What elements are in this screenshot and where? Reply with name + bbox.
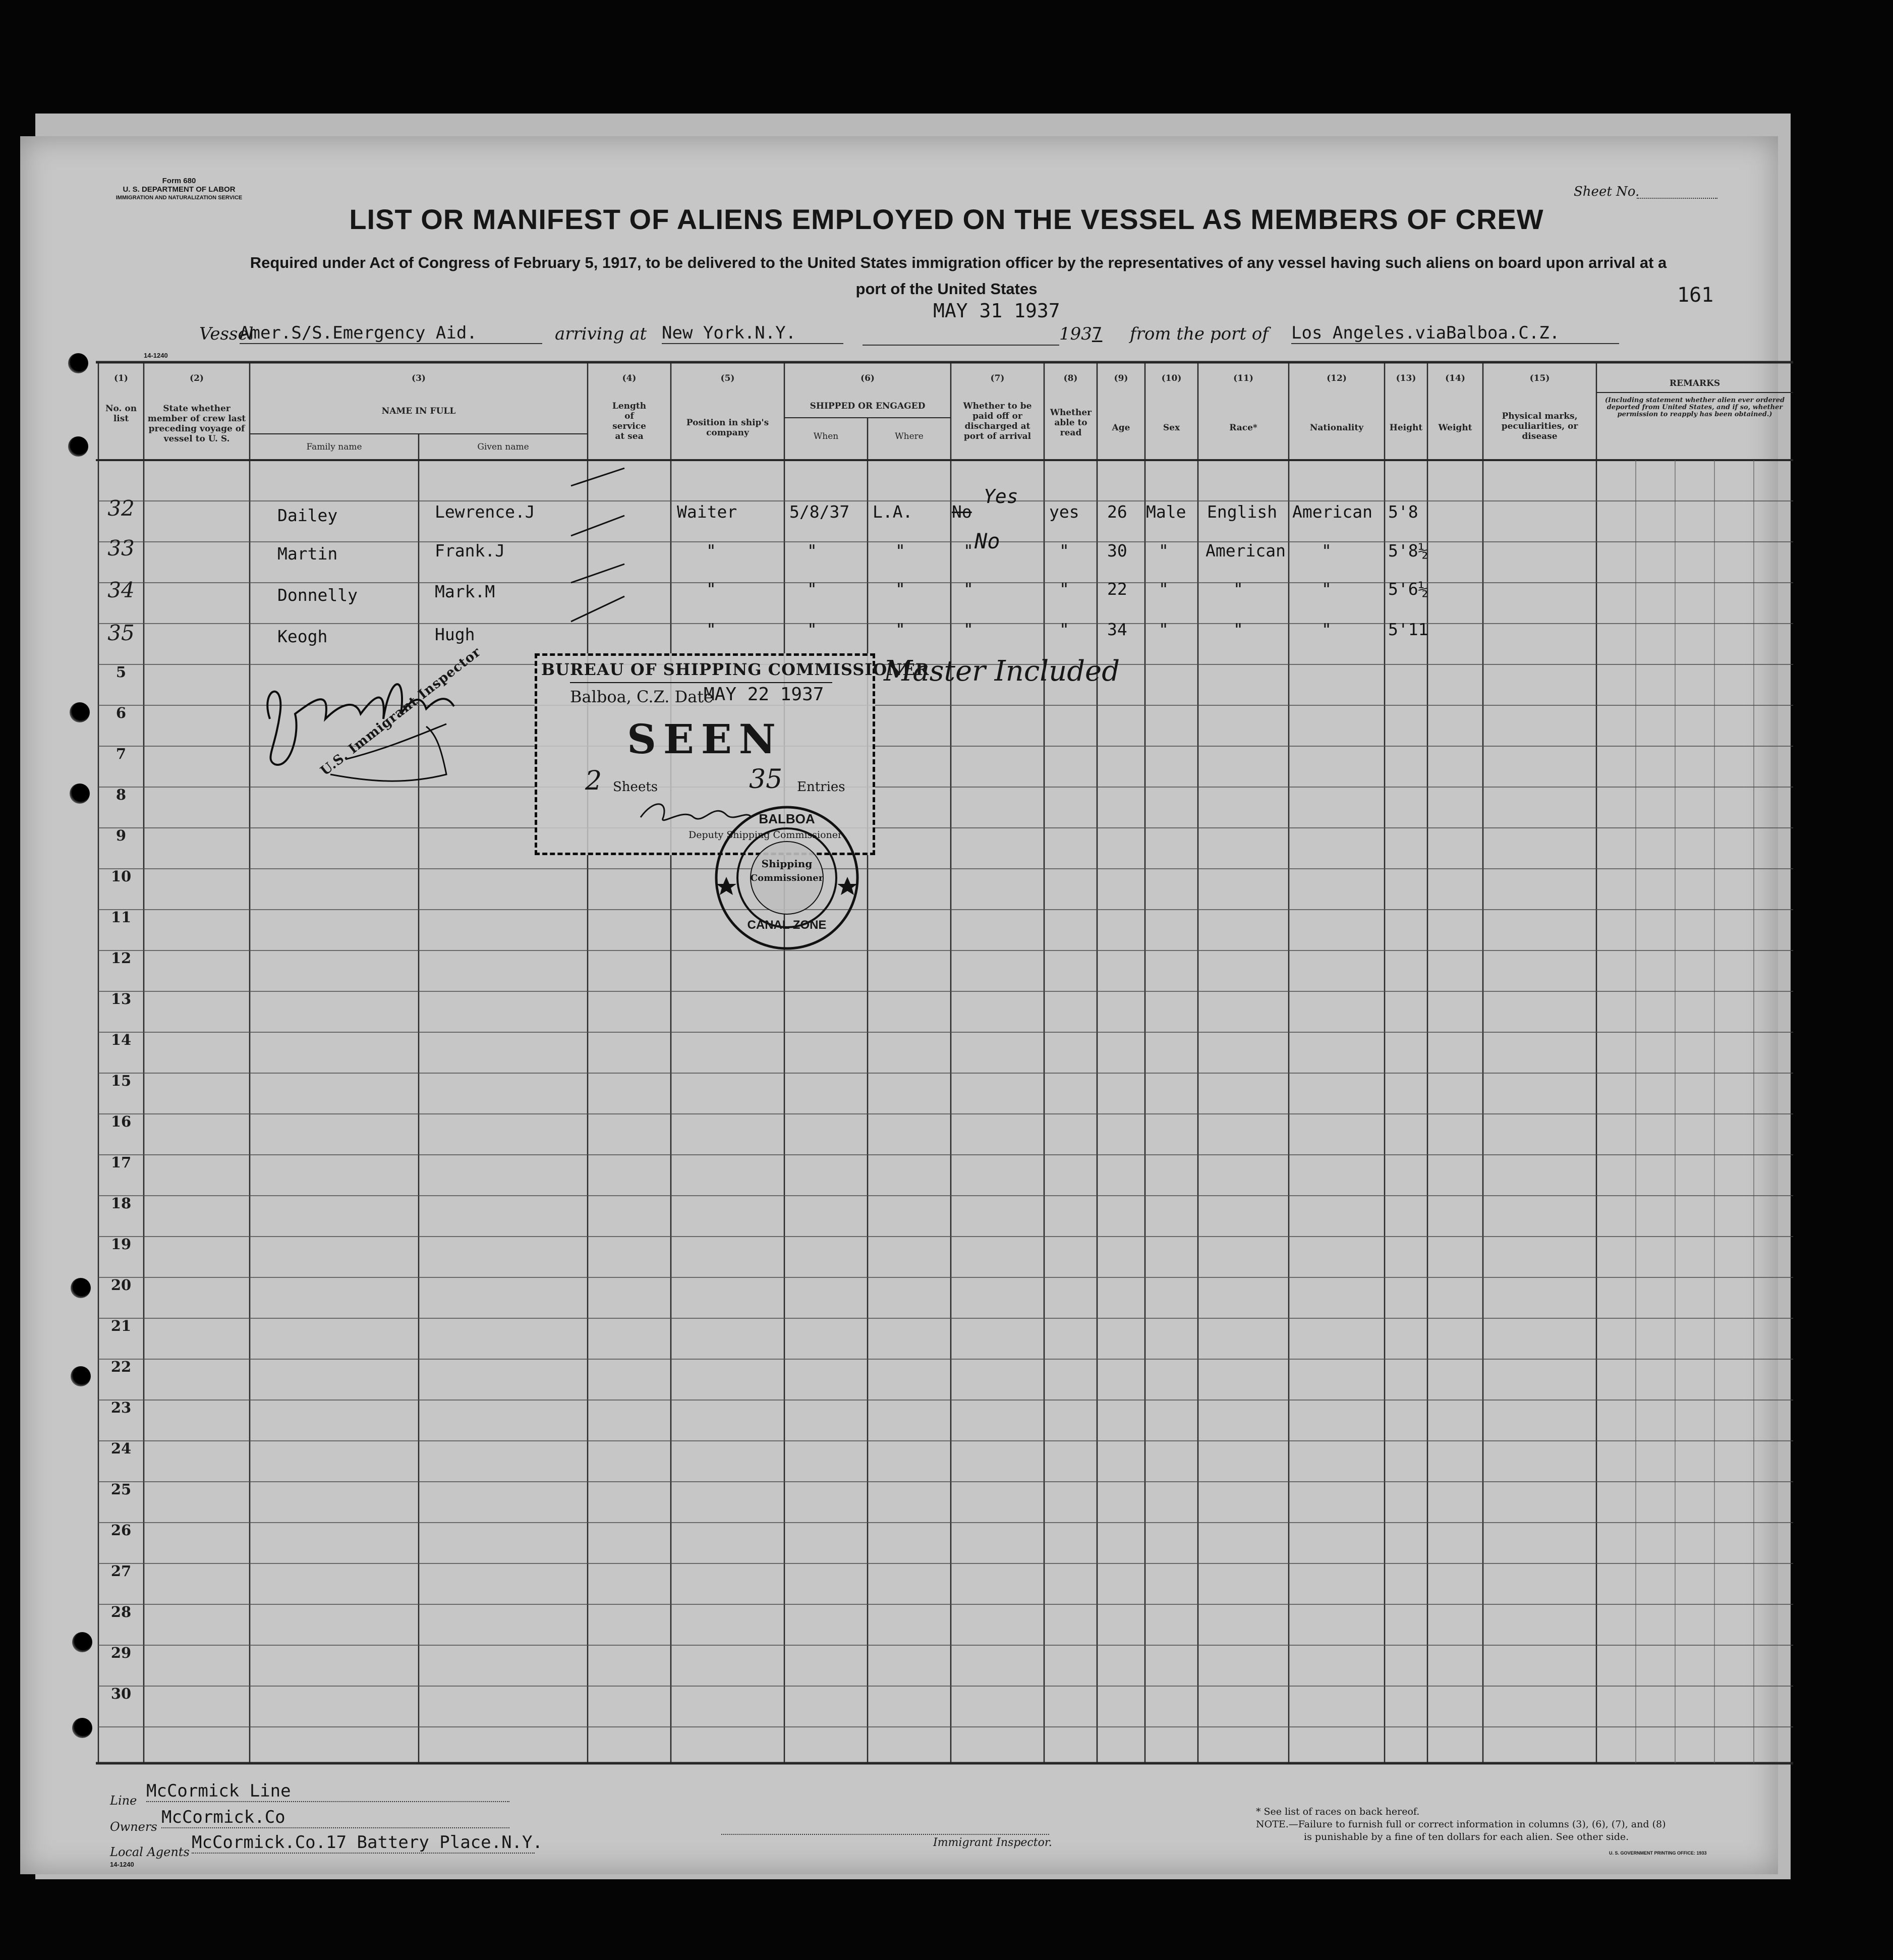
header-sex: Sex [1163, 423, 1180, 433]
footer-note-2: NOTE.—Failure to furnish full or correct information in columns (3), (6), (7), and (8) [1256, 1819, 1666, 1830]
row-number: 6 [116, 704, 127, 721]
owners-value: McCormick.Co [161, 1807, 509, 1828]
stamp-deputy: Deputy Shipping Commissioner [689, 829, 843, 841]
year-digit: 7 [1092, 324, 1103, 344]
stamp-entries-label: Entries [797, 779, 845, 795]
stamp-entries-count: 35 [749, 764, 783, 795]
department-label: U. S. DEPARTMENT OF LABOR [123, 185, 236, 194]
col-num-13: (13) [1396, 373, 1416, 383]
agents-code: 14-1240 [110, 1861, 134, 1868]
position: " [706, 579, 716, 599]
shipped-where: " [895, 541, 905, 561]
header-length-of-service: Length of service at sea [612, 401, 647, 441]
header-age: Age [1112, 423, 1130, 433]
sex: " [1159, 620, 1169, 639]
master-included-note: Master Included [884, 655, 1120, 688]
row-number: 16 [110, 1113, 132, 1130]
seal-bottom: CANAL ZONE [747, 918, 827, 932]
sheet-number-label: Sheet No. [1574, 184, 1640, 199]
line-label: Line [110, 1794, 137, 1808]
inspector-signature [255, 658, 527, 805]
position: " [706, 620, 716, 639]
col-num-11: (11) [1233, 373, 1253, 383]
row-number: 17 [110, 1154, 132, 1171]
seal-middle-1: Shipping [761, 858, 813, 870]
given-name: Frank.J [435, 541, 505, 561]
shipped-where: L.A. [873, 502, 913, 522]
nationality: " [1322, 620, 1332, 639]
stamp-seen: SEEN [627, 715, 783, 763]
row-number: 18 [110, 1195, 132, 1212]
position: " [706, 541, 716, 561]
stamp-date: MAY 22 1937 [704, 684, 824, 705]
header-weight: Weight [1438, 423, 1472, 433]
header-family-name: Family name [306, 442, 362, 452]
header-shipped-or-engaged: SHIPPED OR ENGAGED [810, 401, 926, 411]
year-prefix: 193 [1059, 324, 1092, 344]
row-number: 32 [107, 496, 135, 521]
inspector-signature-field [721, 1834, 1049, 1835]
shipped-when: 5/8/37 [789, 502, 850, 522]
nationality: American [1292, 502, 1372, 522]
age: 34 [1107, 620, 1127, 639]
footer-note-3: is punishable by a fine of ten dollars for each alien. See other side. [1304, 1831, 1629, 1842]
stamp-place: Balboa, C.Z. Date [570, 687, 714, 706]
subtitle-line-2: port of the United States [855, 280, 1038, 298]
arrival-date-stamp: MAY 31 1937 [933, 300, 1060, 322]
col-num-15: (15) [1529, 373, 1550, 383]
header-remarks-note: (Including statement whether alien ever ordered deported from United States, and if so, whether permission to reapply has been obtained.) [1604, 397, 1785, 418]
sex: " [1159, 579, 1169, 599]
col-num-1: (1) [114, 373, 128, 383]
vessel-label: Vessel [199, 324, 254, 344]
header-given-name: Given name [477, 442, 529, 452]
header-able-to-read: Whether able to read [1050, 408, 1092, 438]
position: Waiter [677, 502, 737, 522]
family-name: Dailey [277, 506, 338, 525]
able-to-read: " [1059, 620, 1069, 639]
header-nationality: Nationality [1309, 423, 1364, 433]
sex: Male [1146, 502, 1186, 522]
col-num-12: (12) [1327, 373, 1347, 383]
col-num-3: (3) [412, 373, 426, 383]
row-number: 35 [107, 621, 135, 645]
from-port-label: from the port of [1130, 324, 1269, 344]
family-name: Keogh [277, 627, 328, 646]
sex: " [1159, 541, 1169, 561]
row-number: 21 [110, 1317, 132, 1334]
row-number: 25 [110, 1481, 132, 1498]
col-num-14: (14) [1445, 373, 1465, 383]
given-name: Hugh [435, 625, 475, 644]
arriving-port: New York.N.Y. [662, 323, 843, 344]
stamp-header: BUREAU OF SHIPPING COMMISSIONER [541, 660, 930, 679]
from-port: Los Angeles.viaBalboa.C.Z. [1291, 323, 1619, 344]
footer-note-1: * See list of races on back hereof. [1256, 1806, 1420, 1817]
subtitle-line-1: Required under Act of Congress of February 5, 1917, to be delivered to the United States immigration officer by the representatives of any vessel having such aliens on board upon arrival at a [250, 254, 1667, 271]
height: 5'8 [1388, 502, 1418, 522]
age: 22 [1107, 579, 1127, 599]
header-paid-off: Whether to be paid off or discharged at port of arrival [963, 401, 1032, 441]
row-number: 8 [116, 786, 127, 803]
paid-off: " [963, 579, 973, 599]
line-value: McCormick Line [146, 1781, 509, 1802]
print-code: 14-1240 [144, 352, 168, 359]
row-number: 12 [110, 949, 132, 967]
page-title: LIST OR MANIFEST OF ALIENS EMPLOYED ON THE VESSEL AS MEMBERS OF CREW [349, 203, 1544, 235]
col-num-7: (7) [990, 373, 1005, 383]
family-name: Martin [277, 544, 338, 564]
row-number: 29 [110, 1644, 132, 1661]
height: 5'11 [1388, 620, 1428, 639]
header-race: Race* [1229, 423, 1257, 433]
header-position: Position in ship's company [686, 418, 769, 438]
height: 5'6½ [1388, 579, 1428, 599]
row-number: 19 [110, 1236, 132, 1253]
height: 5'8½ [1388, 541, 1428, 561]
row-number: 28 [110, 1603, 132, 1620]
header-member-of-crew: State whether member of crew last preceding voyage of vessel to U. S. [147, 404, 246, 444]
header-no-on-list: No. on list [105, 404, 137, 424]
age: 30 [1107, 541, 1127, 561]
header-height: Height [1389, 423, 1423, 433]
row-number: 14 [110, 1031, 132, 1048]
row-number: 10 [110, 868, 132, 885]
col-num-6: (6) [861, 373, 875, 383]
col-num-9: (9) [1114, 373, 1128, 383]
shipped-where: " [895, 579, 905, 599]
agents-label: Local Agents [110, 1845, 190, 1859]
row-number: 33 [107, 536, 135, 561]
row-number: 15 [110, 1072, 132, 1089]
owners-label: Owners [110, 1820, 157, 1834]
agents-value: McCormick.Co.17 Battery Place.N.Y. [192, 1832, 543, 1853]
header-name-in-full: NAME IN FULL [381, 406, 456, 416]
col-num-8: (8) [1063, 373, 1078, 383]
paid-off: No [952, 502, 972, 522]
row-number: 30 [110, 1685, 132, 1702]
printer-imprint: U. S. GOVERNMENT PRINTING OFFICE: 1933 [1609, 1851, 1707, 1856]
col-num-2: (2) [190, 373, 204, 383]
given-name: Lewrence.J [435, 502, 535, 522]
age: 26 [1107, 502, 1127, 522]
col-num-10: (10) [1161, 373, 1182, 383]
row-number: 11 [110, 909, 132, 926]
row-number: 22 [110, 1358, 132, 1375]
shipped-where: " [895, 620, 905, 639]
arriving-label: arriving at [555, 324, 647, 344]
able-to-read: " [1059, 541, 1069, 561]
header-where: Where [895, 431, 924, 441]
seal-top: BALBOA [759, 811, 815, 826]
row-number: 20 [110, 1276, 132, 1294]
row-number: 5 [116, 663, 127, 681]
row-number: 23 [110, 1399, 132, 1416]
shipped-when: " [807, 579, 817, 599]
stamp-rule [570, 682, 832, 683]
row-number: 27 [110, 1562, 132, 1580]
form-number: Form 680 [162, 177, 196, 185]
race: " [1233, 579, 1243, 599]
header-physical-marks: Physical marks, peculiarities, or disease [1501, 411, 1578, 441]
header-remarks: REMARKS [1669, 378, 1720, 388]
inspector-title: U.S. Immigrant Inspector [318, 644, 484, 779]
paid-off-handwritten: Yes [984, 485, 1018, 508]
inspector-label: Immigrant Inspector. [933, 1836, 1052, 1849]
race: English [1207, 502, 1278, 522]
row-number: 13 [110, 990, 132, 1007]
race: American [1206, 541, 1286, 561]
given-name: Mark.M [435, 582, 495, 601]
nationality: " [1322, 579, 1332, 599]
vessel-name: Amer.S/S.Emergency Aid. [240, 323, 542, 344]
able-to-read: " [1059, 579, 1069, 599]
row-number: 26 [110, 1522, 132, 1539]
able-to-read: yes [1049, 502, 1079, 522]
nationality: " [1322, 541, 1332, 561]
row-number: 34 [107, 578, 135, 602]
col-num-5: (5) [720, 373, 735, 383]
stamp-sheets-label: Sheets [613, 779, 658, 795]
col-num-4: (4) [622, 373, 637, 383]
header-when: When [813, 431, 839, 441]
seal-middle-2: Commissioner [750, 873, 824, 883]
shipped-when: " [807, 620, 817, 639]
race: " [1233, 620, 1243, 639]
shipped-when: " [807, 541, 817, 561]
row-number: 24 [110, 1440, 132, 1457]
paid-off: " [963, 620, 973, 639]
family-name: Donnelly [277, 585, 358, 605]
page-number: 161 [1677, 284, 1714, 307]
row-number: 7 [116, 745, 127, 762]
paid-off-handwritten: No [974, 529, 1000, 553]
service-label: IMMIGRATION AND NATURALIZATION SERVICE [116, 195, 243, 201]
stamp-sheets-count: 2 [585, 766, 602, 796]
paid-off: " [963, 541, 973, 561]
row-number: 9 [116, 827, 127, 844]
